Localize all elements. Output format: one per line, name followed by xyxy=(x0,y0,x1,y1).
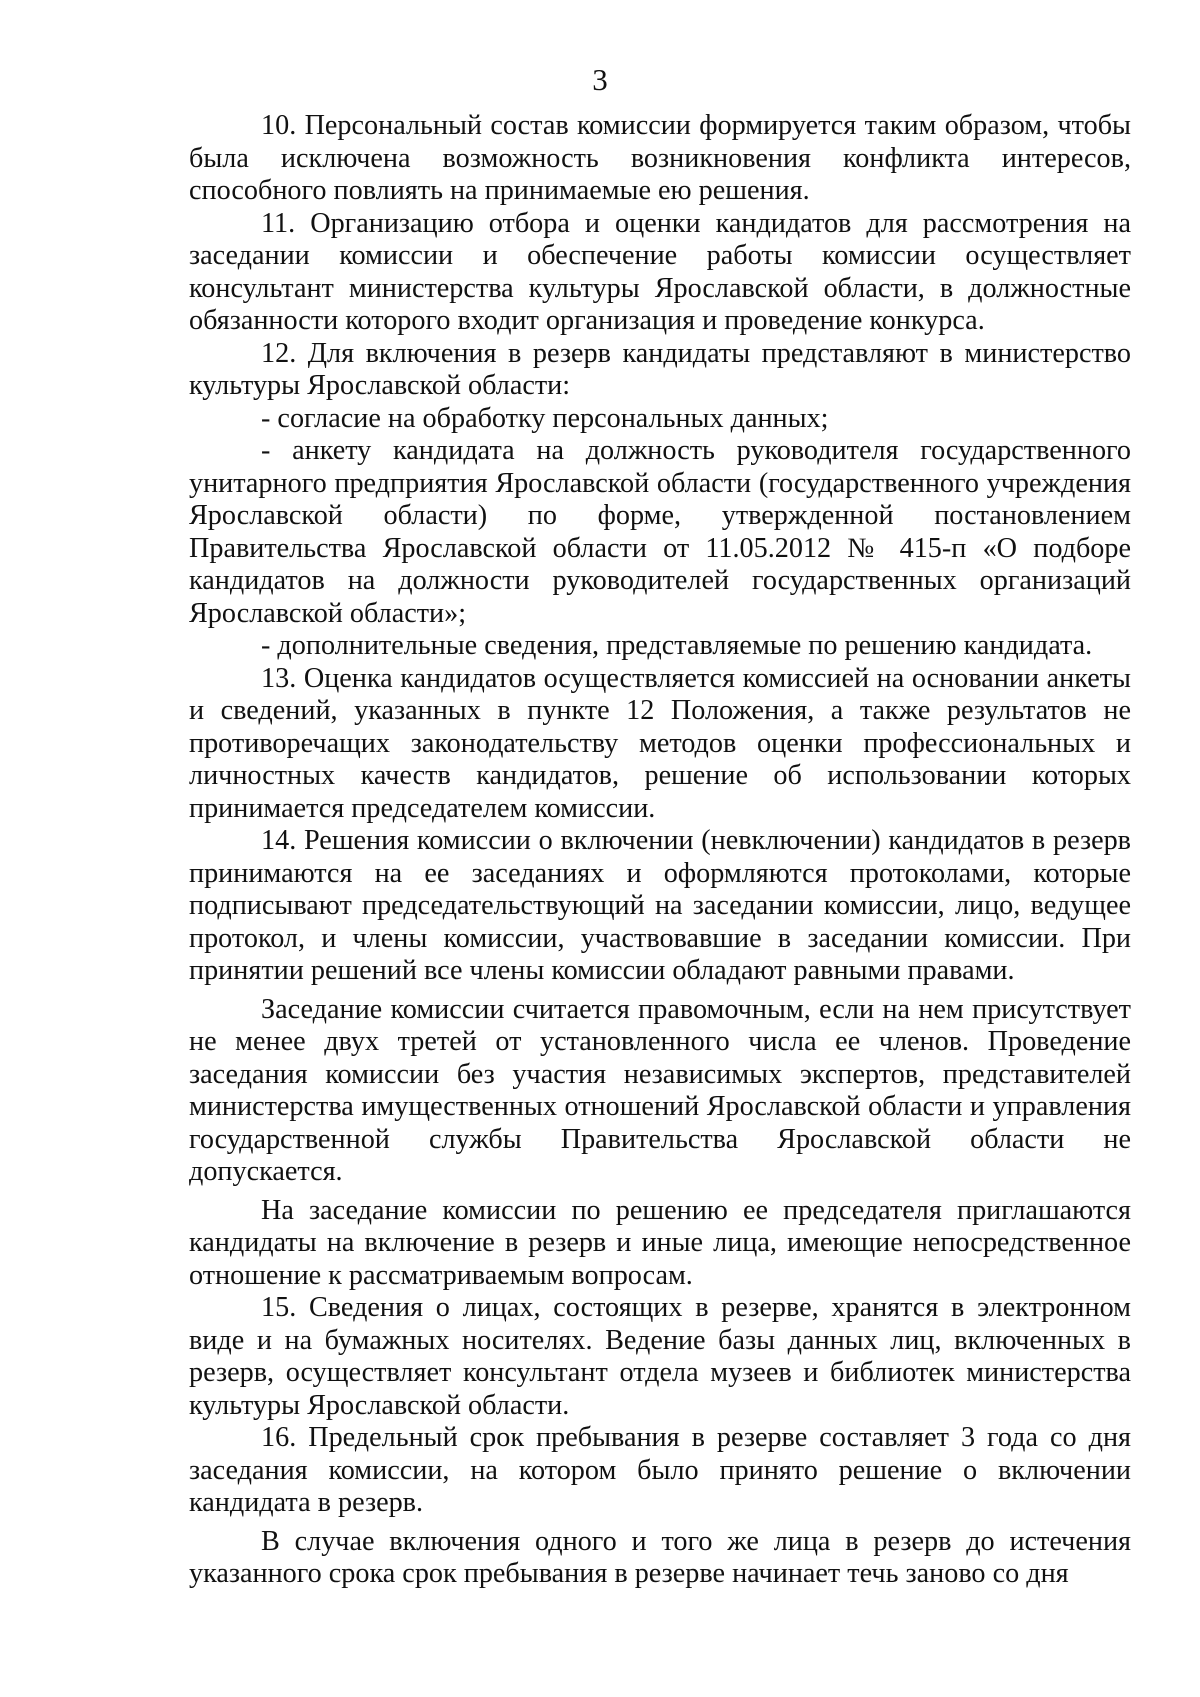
page-number: 3 xyxy=(592,62,608,97)
list-item-questionnaire: - анкету кандидата на должность руководителя государственного унитарного предприятия Ярославской области (государственного учреждения Ярославской области) по форме, утвержденной постановлением Правительства Ярославской области от 11.05.2012 № 415-п «О подборе кандидатов на должности руководителей государственных организаций Ярославской области»; xyxy=(189,435,1131,629)
paragraph-15: 15. Сведения о лицах, состоящих в резерве, хранятся в электронном виде и на бумажных носителях. Ведение базы данных лиц, включенных в резерв, осуществляет консультант отдела музеев и библиотек министерства культуры Ярославской области. xyxy=(189,1292,1131,1421)
paragraph-invitation: На заседание комиссии по решению ее председателя приглашаются кандидаты на включение в резерв и иные лица, имеющие непосредственное отношение к рассматриваемым вопросам. xyxy=(189,1194,1131,1291)
paragraph-13: 13. Оценка кандидатов осуществляется комиссией на основании анкеты и сведений, указанных в пункте 12 Положения, а также результатов не противоречащих законодательству методов оценки профессиональных и личностных качеств кандидатов, решение об использовании которых принимается председателем комиссии. xyxy=(189,662,1131,824)
paragraph-14: 14. Решения комиссии о включении (невключении) кандидатов в резерв принимаются на ее заседаниях и оформляются протоколами, которые подписывают председательствующий на заседании комиссии, лицо, ведущее протокол, и члены комиссии, участвовавшие в заседании комиссии. При принятии решений все члены комиссии обладают равными правами. xyxy=(189,825,1131,986)
paragraph-10: 10. Персональный состав комиссии формируется таким образом, чтобы была исключена возможность возникновения конфликта интересов, способного повлиять на принимаемые ею решения. xyxy=(189,110,1131,206)
document-body xyxy=(189,110,1131,1591)
paragraph-11: 11. Организацию отбора и оценки кандидатов для рассмотрения на заседании комиссии и обеспечение работы комиссии осуществляет консультант министерства культуры Ярославской области, в должностные обязанности которого входит организация и проведение конкурса. xyxy=(189,207,1131,336)
paragraph-16: 16. Предельный срок пребывания в резерве составляет 3 года со дня заседания комиссии, на котором было принято решение о включении кандидата в резерв. xyxy=(189,1422,1131,1518)
list-item-consent: - согласие на обработку персональных данных; xyxy=(261,402,829,434)
paragraph-12: 12. Для включения в резерв кандидаты представляют в министерство культуры Ярославской области: xyxy=(189,337,1131,401)
list-item-additional-info: - дополнительные сведения, представляемые по решению кандидата. xyxy=(261,630,1093,661)
paragraph-quorum: Заседание комиссии считается правомочным, если на нем присутствует не менее двух третей от установленного числа ее членов. Проведение заседания комиссии без участия независимых экспертов, представителей министерства имущественных отношений Ярославской области и управления государственной службы Правительства Ярославской области не допускается. xyxy=(189,993,1131,1187)
paragraph-repeat-inclusion: В случае включения одного и того же лица в резерв до истечения указанного срока срок пребывания в резерве начинает течь заново со дня xyxy=(189,1525,1131,1589)
